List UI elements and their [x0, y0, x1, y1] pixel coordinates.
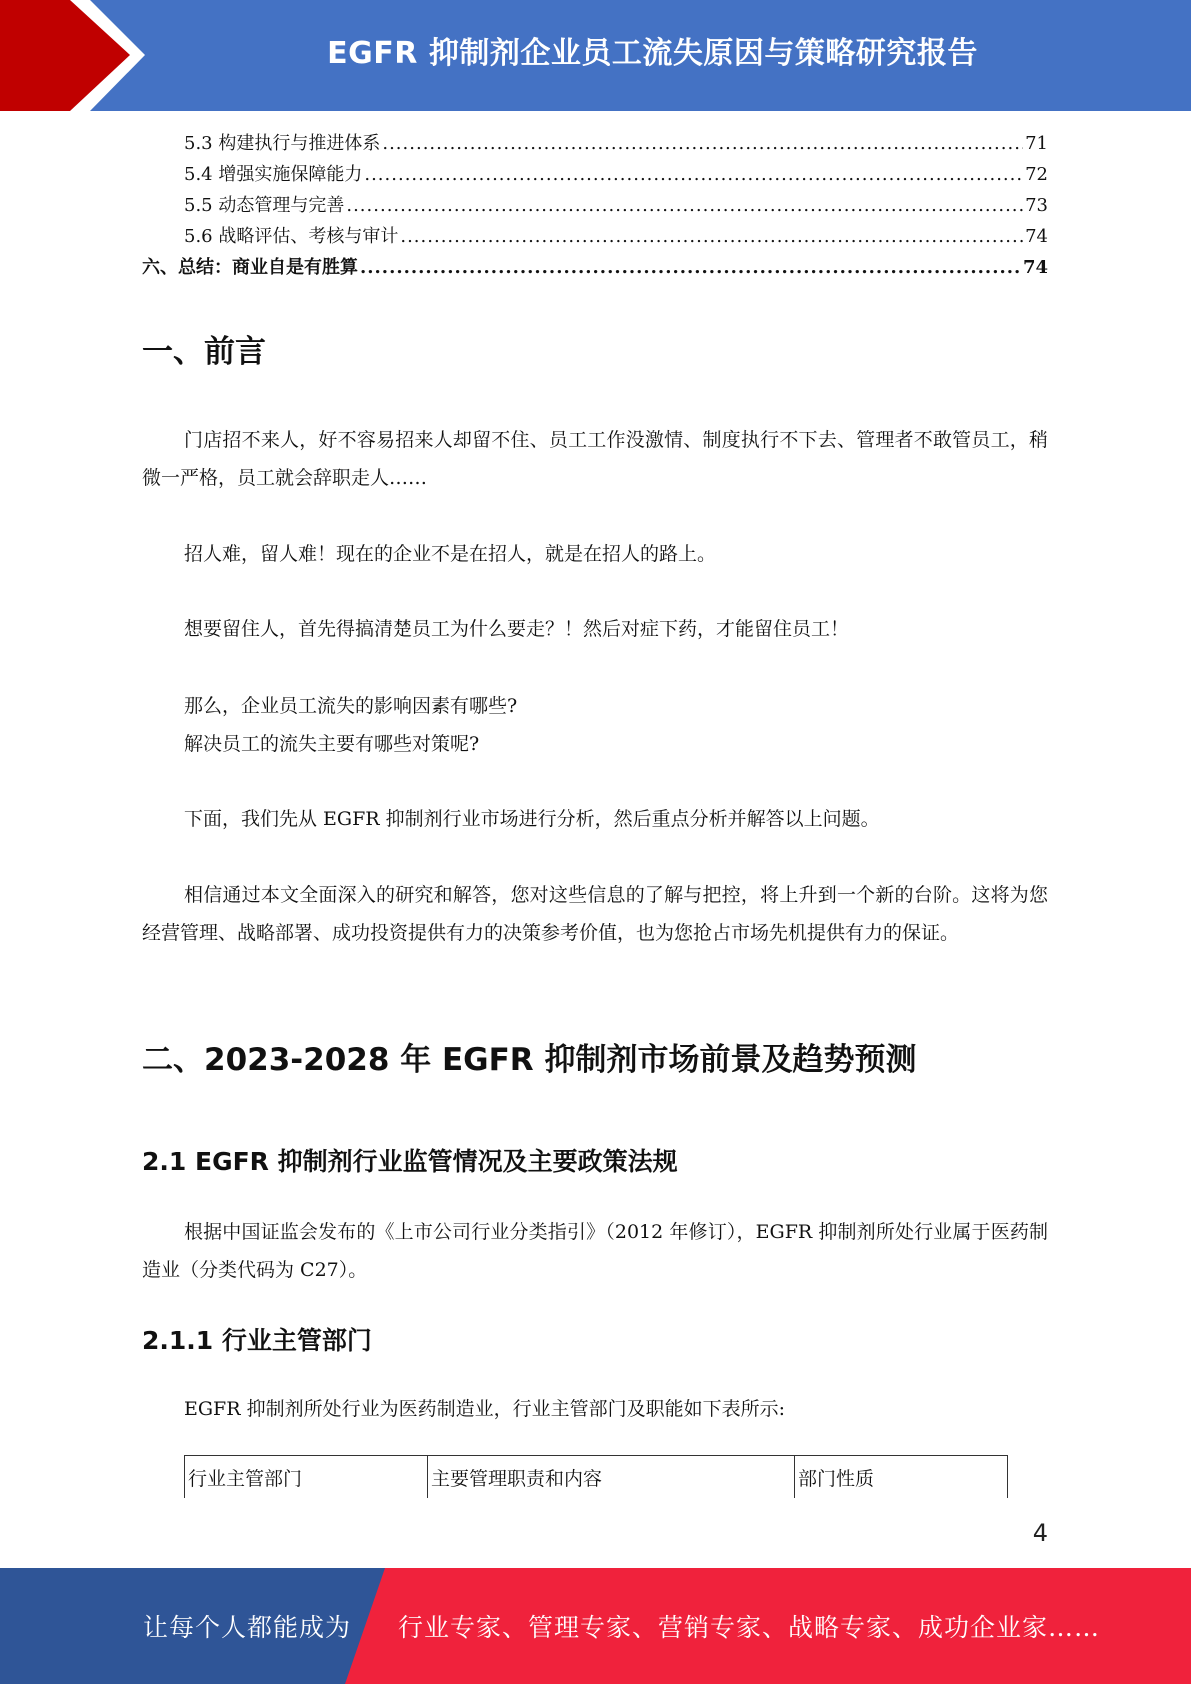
toc-entry-page: 74	[1022, 257, 1048, 278]
toc-entry-page: 72	[1025, 164, 1048, 185]
toc-entry-label: 5.4 增强实施保障能力	[184, 164, 363, 185]
body-paragraph: 根据中国证监会发布的《上市公司行业分类指引》（2012 年修订），EGFR 抑制剂所处行业属于医药制造业（分类代码为 C27）。	[142, 1221, 1048, 1281]
toc-entry-page: 71	[1025, 133, 1048, 154]
toc-entry[interactable]	[142, 221, 1048, 252]
subsection-heading: 2.1 EGFR 抑制剂行业监管情况及主要政策法规	[142, 1147, 678, 1176]
table-header-cell: 行业主管部门	[185, 1456, 428, 1499]
header-title: EGFR 抑制剂企业员工流失原因与策略研究报告	[327, 36, 978, 71]
regulator-table	[184, 1455, 1008, 1498]
toc-entry-label: 六、总结：商业自是有胜算	[142, 257, 358, 278]
body-paragraph: 想要留住人，首先得搞清楚员工为什么要走？！然后对症下药，才能留住员工！	[184, 618, 850, 640]
subsection-heading: 2.1.1 行业主管部门	[142, 1326, 372, 1355]
table-header-row	[185, 1456, 1008, 1499]
page-header	[0, 0, 1191, 111]
body-paragraph: 门店招不来人，好不容易招来人却留不住、员工工作没激情、制度执行不下去、管理者不敢管员工，稍微一严格，员工就会辞职走人……	[142, 429, 1048, 489]
body-paragraph: 招人难，留人难！现在的企业不是在招人，就是在招人的路上。	[184, 543, 717, 565]
toc-leader-dots	[364, 159, 1023, 190]
body-paragraph: 那么，企业员工流失的影响因素有哪些?	[184, 695, 518, 717]
table-header-cell: 主要管理职责和内容	[428, 1456, 795, 1499]
toc-entry[interactable]	[142, 128, 1048, 159]
page-footer	[0, 1568, 1191, 1684]
toc-leader-dots	[360, 252, 1021, 283]
toc-entry-page: 74	[1025, 226, 1048, 247]
table-header-cell: 部门性质	[795, 1456, 1008, 1499]
toc-entry[interactable]	[142, 190, 1048, 221]
body-paragraph: 下面，我们先从 EGFR 抑制剂行业市场进行分析，然后重点分析并解答以上问题。	[184, 808, 880, 830]
toc-entry-label: 5.6 战略评估、考核与审计	[184, 226, 399, 247]
section-heading: 二、2023-2028 年 EGFR 抑制剂市场前景及趋势预测	[142, 1042, 917, 1078]
toc-leader-dots	[400, 221, 1023, 252]
table-of-contents	[142, 128, 1048, 283]
toc-entry-page: 73	[1025, 195, 1048, 216]
toc-entry-label: 5.5 动态管理与完善	[184, 195, 345, 216]
footer-slogan-right: 行业专家、管理专家、营销专家、战略专家、成功企业家……	[398, 1613, 1101, 1642]
toc-entry[interactable]	[142, 159, 1048, 190]
toc-leader-dots	[346, 190, 1023, 221]
page-number: 4	[1032, 1519, 1048, 1547]
toc-leader-dots	[382, 128, 1023, 159]
toc-entry-label: 5.3 构建执行与推进体系	[184, 133, 381, 154]
body-paragraph: 相信通过本文全面深入的研究和解答，您对这些信息的了解与把控，将上升到一个新的台阶。这将为您经营管理、战略部署、成功投资提供有力的决策参考价值，也为您抢占市场先机提供有力的保证。	[142, 884, 1048, 944]
toc-entry[interactable]	[142, 252, 1048, 283]
footer-slogan-left: 让每个人都能成为	[143, 1613, 352, 1642]
body-paragraph: EGFR 抑制剂所处行业为医药制造业，行业主管部门及职能如下表所示:	[184, 1398, 785, 1420]
section-heading: 一、前言	[142, 334, 266, 370]
body-paragraph: 解决员工的流失主要有哪些对策呢?	[184, 733, 480, 755]
